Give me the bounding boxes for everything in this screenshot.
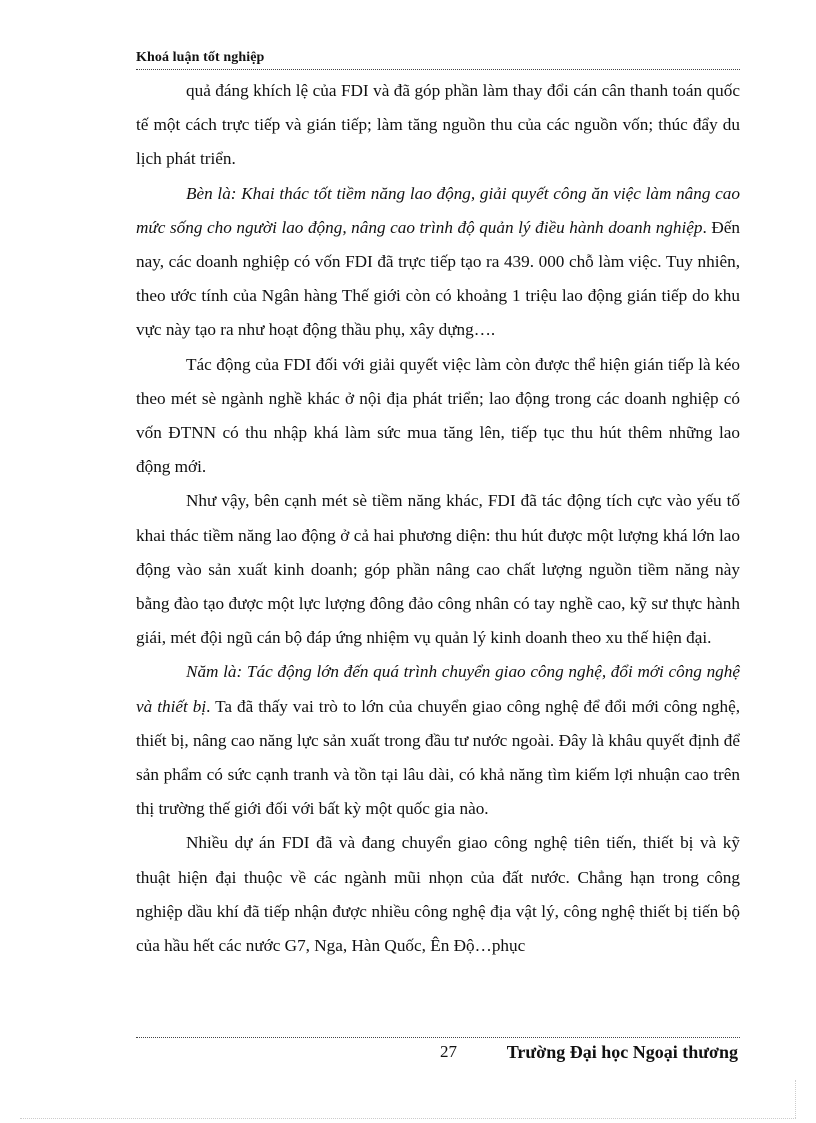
page-edge-bottom — [20, 1118, 796, 1119]
paragraph-5-text: . Ta đã thấy vai trò to lớn của chuyển giao công nghệ để đổi mới công nghệ, thiết bị, nâng cao năng lực sản xuất trong đầu tư nước ngoài. Đây là khâu quyết định để sản phẩm có sức cạnh tranh và tồn tại lâu dài, có khả năng tìm kiếm lợi nhuận cao trên thị trường thế giới đối với bất kỳ một quốc gia nào. — [136, 696, 741, 819]
paragraph-6 — [136, 826, 740, 963]
header-divider — [136, 69, 740, 70]
paragraph-3 — [136, 348, 740, 485]
paragraph-2-lead: Bèn là: Khai thác tốt tiềm năng lao động, giải quyết công ăn việc làm nâng cao mức sống cho người lao động, nâng cao trình độ quản lý điều hành doanh nghiệp — [136, 183, 740, 237]
paragraph-2-text: . Đến nay, các doanh nghiệp có vốn FDI đã trực tiếp tạo ra 439. 000 chỗ làm việc. Tuy nhiên, theo ước tính của Ngân hàng Thế giới còn có khoảng 1 triệu lao động gián tiếp do khu vực này tạo ra như hoạt động thầu phụ, xây dựng…. — [136, 217, 740, 340]
paragraph-1 — [136, 74, 740, 177]
page-number: 27 — [440, 1042, 457, 1061]
paragraph-4-text: Như vậy, bên cạnh mét sè tiềm năng khác, FDI đã tác động tích cực vào yếu tố khai thác tiềm năng lao động ở cả hai phương diện: thu hút được một lượng khá lớn lao động vào sản xuất kinh doanh; góp phần nâng cao chất lượng nguồn tiềm năng này bằng đào tạo được một lực lượng đông đảo công nhân có tay nghề cao, kỹ sư thực hành giái, mét đội ngũ cán bộ đáp ứng nhiệm vụ quản lý kinh doanh theo xu thế hiện đại. — [136, 491, 740, 648]
paragraph-3-text: Tác động của FDI đối với giải quyết việc làm còn được thể hiện gián tiếp là kéo theo mét sè ngành nghề khác ở nội địa phát triển; lao động trong các doanh nghiệp có vốn ĐTNN có thu nhập khá làm sức mua tăng lên, tiếp tục thu hút thêm những lao động mới. — [136, 354, 740, 477]
paragraph-5-lead: Năm là: Tác động lớn đến quá trình chuyển giao công nghệ, đổi mới công nghệ và thiết bị — [136, 662, 740, 716]
page-edge-right — [795, 1080, 796, 1118]
running-header-title: Khoá luận tốt nghiệp — [136, 50, 265, 65]
paragraph-6-text: Nhiều dự án FDI đã và đang chuyển giao công nghệ tiên tiến, thiết bị và kỹ thuật hiện đại thuộc về các ngành mũi nhọn của đất nước. Chẳng hạn trong công nghiệp dầu khí đã tiếp nhận được nhiều công nghệ địa vật lý, công nghệ thiết bị tiến bộ của hầu hết các nước G7, Nga, Hàn Quốc, Ên Độ…phục — [136, 833, 740, 956]
paragraph-2 — [136, 177, 740, 348]
body-text — [136, 74, 740, 963]
paragraph-1-text: quả đáng khích lệ của FDI và đã góp phần làm thay đổi cán cân thanh toán quốc tế một cách trực tiếp và gián tiếp; làm tăng nguồn thu của các nguồn vốn; thúc đẩy du lịch phát triển. — [136, 81, 740, 169]
footer-school-name: Trường Đại học Ngoại thương — [506, 1042, 738, 1062]
paragraph-4 — [136, 484, 740, 655]
footer-divider — [136, 1037, 740, 1038]
paragraph-5 — [136, 655, 740, 826]
